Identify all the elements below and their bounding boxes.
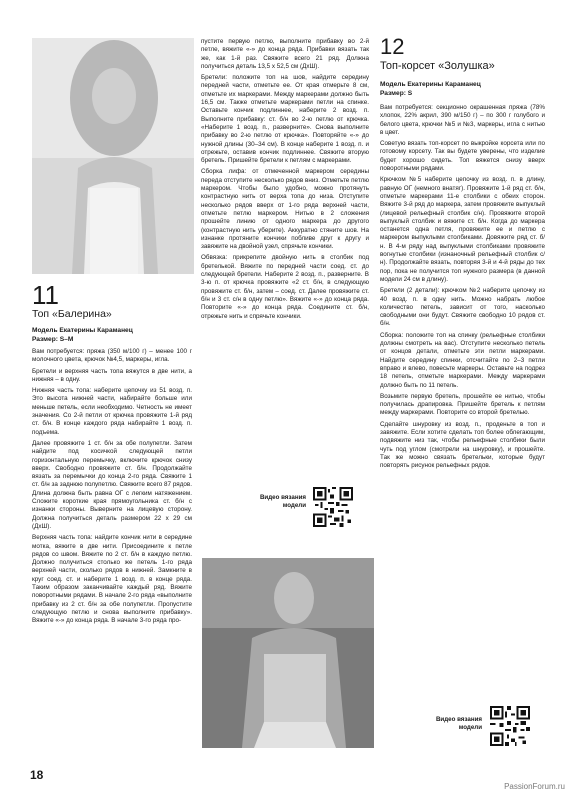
size-12: Размер: S: [380, 90, 413, 97]
pattern-meta-11: [32, 326, 133, 344]
photo-model-cinderella-top: [202, 558, 374, 748]
column-left: [32, 348, 192, 629]
pattern-meta-12: [380, 80, 481, 98]
photo-illustration: [202, 558, 374, 748]
pattern-number-11: 11: [32, 280, 59, 310]
paragraph: Бретели и верхняя часть топа вяжутся в две нити, а нижняя – в одну.: [32, 367, 192, 383]
qr-code-icon[interactable]: [313, 487, 353, 527]
photo-illustration: [32, 38, 194, 274]
qr-code-icon[interactable]: [490, 706, 530, 746]
paragraph: Нижняя часть топа: наберите цепочку из 51 возд. п. Это высота нижней части, набирайте больше или меньше петель, если необходимо. Четность не имеет значения. Со 2-й петли от крючка провяжите 1-й ряд ст. б/н. В конце каждого ряда набирайте 1 возд. п. подъема.: [32, 387, 192, 436]
paragraph: Возьмите первую бретель, прошейте ее нитью, чтобы получилась драпировка. Пришейте бретель к петлям между маркерами. Повторите со второй бретелью.: [380, 392, 545, 417]
paragraph: Сборка: положите топ на спинку (рельефные столбики должны смотреть на вас). Отступите несколько петель от концов детали, отметьте эти петли маркерами. Найдите середину спинки, отсчитайте по 2–3 петли вправо и влево, повесьте маркеры. Оставьте на подрез 18 петель, отметьте маркерами. Между маркерами должно быть по 11 петель.: [380, 331, 545, 389]
page-number: 18: [30, 768, 44, 782]
paragraph: Далее провяжите 1 ст. б/н за обе полупетли. Затем найдите под косичкой следующей петли горизонтальную перемычку, включите крючок снизу вверх. Свободно провяжите ст. б/н. Продолжайте вязать за перемычки до конца 2-го ряда. Свяжите 1 ст. б/н за заднюю полупетлю. Свяжите всего 87 рядов. Длина должна быть равна ОГ с легким натяжением. Сложите короткие края прямоугольника ст. б/н с изнанки стороны. Выверните на лицевую сторону. Должна получиться деталь размером 22 х 29 см (ДхШ).: [32, 439, 192, 530]
pattern-title-12: Топ-корсет «Золушка»: [380, 60, 495, 72]
paragraph: пустите первую петлю, выполните прибавку во 2-й петле, вяжите «-» до конца ряда. Прибавки вязать так же, как 1-й раз. Свяжите всего 21 ряд. Должна получиться деталь 13,5 х 52,5 см (ДхШ).: [201, 38, 369, 70]
paragraph: Советую вязать топ-корсет по выкройке корсета или по готовому корсету. Так вы будете уверены, что изделие будет хорошо сидеть. Топ вяжется снизу вверх поворотными рядами.: [380, 140, 545, 173]
size-11: Размер: S–M: [32, 336, 74, 343]
qr-label-11: Видео вязания модели: [259, 494, 306, 509]
photo-model-ballerina-top: [32, 38, 194, 274]
paragraph: Бретели (2 детали): крючком №2 наберите цепочку из 40 возд. п. в одну нить. Можно набрать любое количество петель, зависит от того, насколько свободными они будут. Свяжите свободно 10 рядов ст. б/н.: [380, 287, 545, 328]
paragraph: Бретели: положите топ на шов, найдите середину передней части, отметьте ее. От края отмерьте 8 см, отметьте их маркерами. Между маркерами должно быть 16,5 см. Также отметьте маркерами петли на спинке. Оставьте кончик подлиннее, наберите 2 возд. п. Выполните прибавку: ст. б/н во 2-ю петлю от крючка. «Наберите 1 возд. п., разверните». Снова выполните прибавку во 2-ю петлю от крючка». Повторяйте «-» до нужной длины (30–34 см). В конце наберите 1 возд. п. и отрежьте, оставив кончик подлиннее. Свяжите вторую бретель. Пришейте бретели к петлям с маркерами.: [201, 74, 369, 165]
column-middle: [201, 38, 369, 324]
watermark: PassionForum.ru: [504, 782, 565, 791]
model-author-11: Модель Екатерины Караманец: [32, 327, 133, 334]
paragraph: Сделайте шнуровку из возд. п., проденьте в топ и завяжите. Если хотите сделать топ более облегающим, подвяжите низ так, чтобы рельефные столбики были чуть под углом (смотрели на шнуровку), и прошейте. Так же можно связать бретельки, которые будут повторять рисунок рельефных рядов.: [380, 420, 545, 470]
column-right: [380, 104, 545, 473]
paragraph: Обвязка: прикрепите двойную нить в столбик под бретелькой. Вяжите по передней части соед. ст. до следующей бретели. Наберите 2 возд. п., разверните. В 3-ю п. от крючка провяжите «2 ст. б/н, в следующую провяжите ст. б/н, затем – соед. ст. Далее провяжите ст. б/н и 3 ст. с/н в одну петлю». Вяжите «-» до конца ряда. Повторите «-» до конца ряда. Соедините ст. б/н, отрежьте нить и спрячьте кончики.: [201, 254, 369, 320]
pattern-number-12: 12: [380, 34, 405, 59]
paragraph: Вам потребуется: пряжа (350 м/100 г) – менее 100 г молочного цвета, крючок №4,5, маркеры, игла.: [32, 348, 192, 364]
paragraph: Крючком №5 наберите цепочку из возд. п. в длину, равную ОГ (немного внатяг). Провяжите 1-й ряд ст. б/н, отметьте маркерами 11-е столбики с обеих сторон. Вяжите 3-й ряд до маркера, затем провяжите выпуклый (лицевой рельефный столбик с/н). Провяжите второй выпуклый столбик и вяжите ст. б/н. Когда до маркера останется одна петля, провяжите ее и петлю с маркером выпуклыми столбиками. Довяжите ряд ст. б/н. В 4-м ряду над выпуклыми столбиками провяжите вогнутые столбики (изнаночный рельефный столбик с/н). Продолжайте вязать, повторяя 3-й и 4-й ряды до тех пор, пока не получится топ нужного размера (в данной модели 24 см в длину).: [380, 176, 545, 283]
pattern-title-11: Топ «Балерина»: [32, 308, 112, 320]
paragraph: Вам потребуется: секционно окрашенная пряжа (78% хлопок, 22% акрил, 390 м/150 г) – по 300 г голубого и белого цвета, крючки №5 и №3, маркеры, игла с нитью в цвет.: [380, 104, 545, 136]
paragraph: Верхняя часть топа: найдите кончик нити в середине мотка, вяжите в две нити. Присоедините к петле рядов со швом. Вяжите по 2 ст. б/н в каждую петлю. Должно получиться столько же петель 1-го ряда верхней части, сколько рядов в нижней. Замкните в круг соед. ст. и наберите 1 возд. п. в конце ряда. Таким образом заканчивайте каждый ряд. Вяжите поворотными рядами. В начале 2-го ряда «выполните прибавку из 2 ст. б/н за обе полупетли. Пропустите следующую петлю и снова выполните прибавку». Вяжите «-» до конца ряда. В начале 3-го ряда про-: [32, 534, 192, 625]
paragraph: Сборка лифа: от отмеченной маркером середины переда отступите несколько рядов вниз. Отметьте петлю маркером. Чтобы было удобно, можно протянуть контрастную нить от верха топа до низа. Отступите несколько рядов вверх от 1-го ряда верхней части, отметьте петлю маркером. Нитью в 2 сложения прошейте линию от одного маркера до другого (контрастную нить уберите). Аккуратно стяните шов. На изнанке протяните кончики побливе друг к другу и завяжите на двойной узел, спрячьте кончики.: [201, 168, 369, 251]
qr-label-12: Видео вязания модели: [435, 716, 482, 731]
model-author-12: Модель Екатерины Караманец: [380, 81, 481, 88]
